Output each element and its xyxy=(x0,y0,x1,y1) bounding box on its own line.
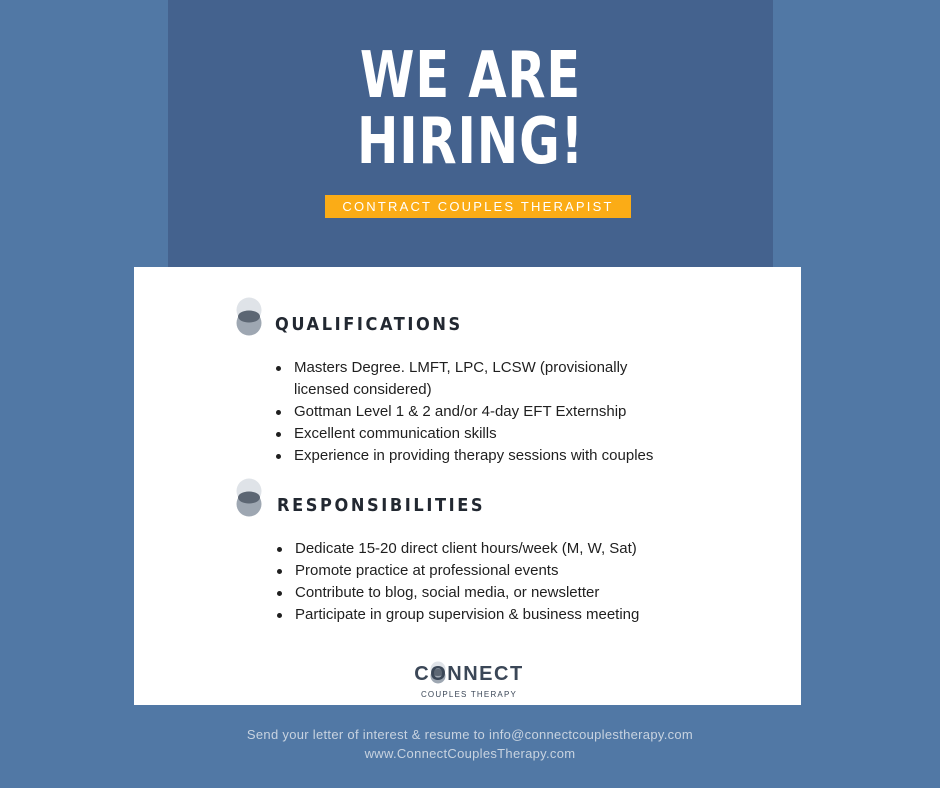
list-item: Dedicate 15-20 direct client hours/week (M, W, Sat) xyxy=(276,538,639,560)
qualifications-list xyxy=(275,357,653,467)
list-item-text: licensed considered) xyxy=(294,381,432,398)
list-item: Participate in group supervision & business meeting xyxy=(276,604,639,626)
responsibilities-list xyxy=(276,538,639,626)
connect-logo xyxy=(414,663,524,703)
content-card xyxy=(134,267,801,705)
list-item: Gottman Level 1 & 2 and/or 4-day EFT Externship xyxy=(275,401,653,423)
overlapping-circles-icon xyxy=(235,478,263,518)
headline-line2: HIRING! xyxy=(356,105,585,179)
footer-website: www.ConnectCouplesTherapy.com xyxy=(364,746,576,761)
header-panel xyxy=(168,0,773,268)
headline-line1: WE ARE xyxy=(359,39,582,113)
footer-contact: Send your letter of interest & resume to info@connectcouplestherapy.com xyxy=(246,727,694,742)
logo-subtitle: COUPLES THERAPY xyxy=(420,690,518,699)
role-badge: CONTRACT COUPLES THERAPIST xyxy=(325,195,631,218)
overlapping-circles-icon xyxy=(235,297,263,337)
responsibilities-title: RESPONSIBILITIES xyxy=(277,495,486,516)
list-item: Contribute to blog, social media, or newsletter xyxy=(276,582,639,604)
list-item-text: Masters Degree. LMFT, LPC, LCSW (provisionally xyxy=(294,359,628,376)
list-item: Experience in providing therapy sessions with couples xyxy=(275,445,653,467)
logo-wordmark: CONNECT xyxy=(414,663,524,685)
qualifications-title: QUALIFICATIONS xyxy=(275,314,463,335)
list-item xyxy=(275,357,653,401)
list-item: Excellent communication skills xyxy=(275,423,653,445)
list-item: Promote practice at professional events xyxy=(276,560,639,582)
